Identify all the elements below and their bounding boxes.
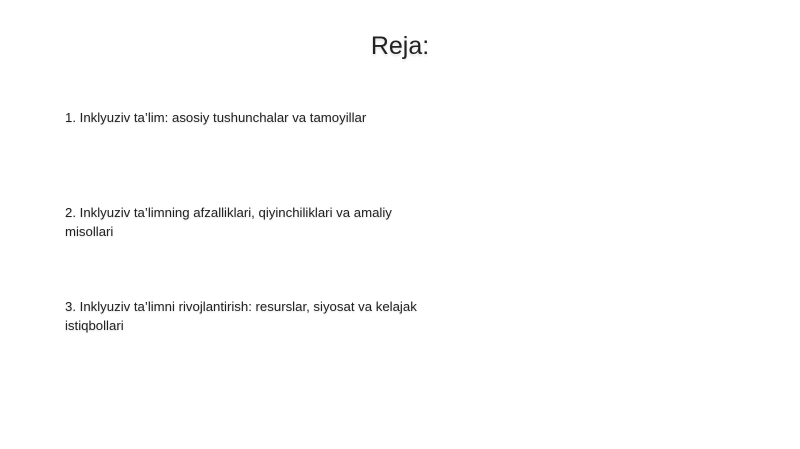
agenda-item-2: 2. Inklyuziv ta’limning afzalliklari, qiyinchiliklari va amaliy misollari xyxy=(65,205,392,239)
slide-title: Reja: xyxy=(370,32,430,60)
agenda-item-3: 3. Inklyuziv ta’limni rivojlantirish: resurslar, siyosat va kelajak istiqbollari xyxy=(65,299,417,333)
agenda-item-1: 1. Inklyuziv ta’lim: asosiy tushunchalar va tamoyillar xyxy=(65,110,367,125)
